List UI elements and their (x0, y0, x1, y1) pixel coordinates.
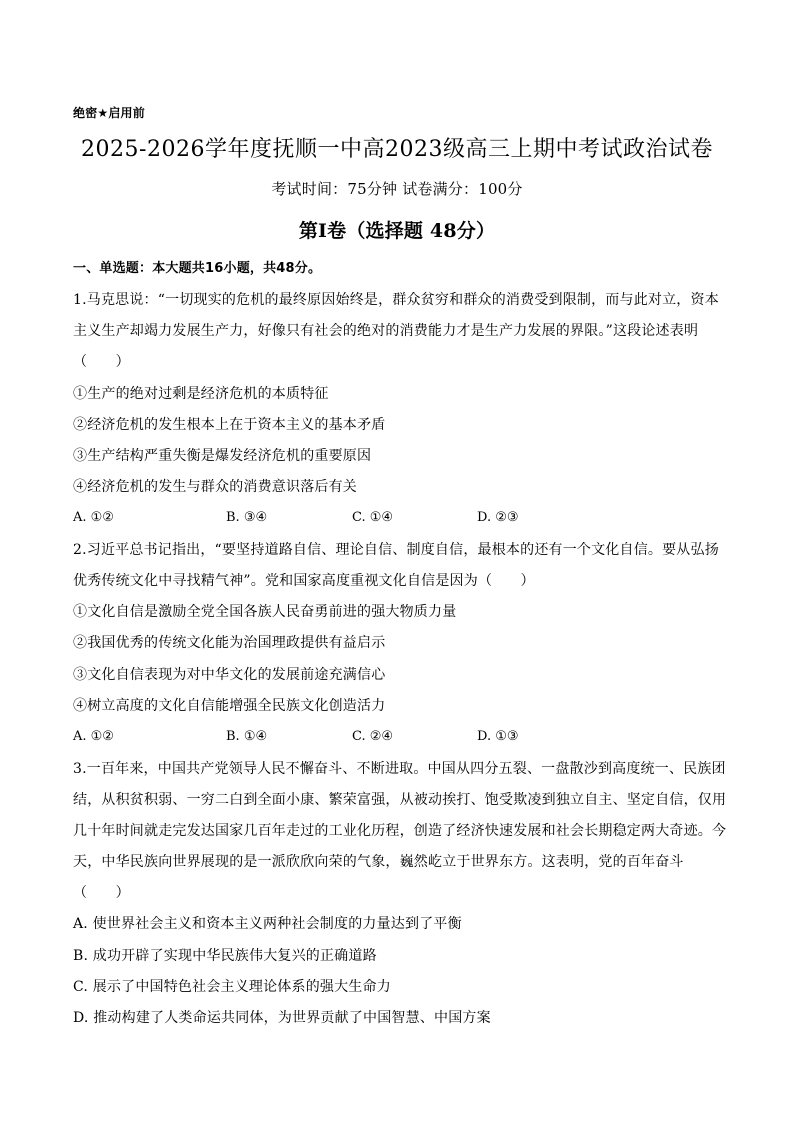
question-1-statement-4: ④经济危机的发生与群众的消费意识落后有关 (73, 479, 357, 495)
question-3-option-c: C. 展示了中国特色社会主义理论体系的强大生命力 (73, 979, 391, 995)
question-3-blank: （ ） (73, 885, 130, 901)
question-1-statement-3: ③生产结构严重失衡是爆发经济危机的重要原因 (73, 448, 372, 464)
question-1-statement-2: ②经济危机的发生根本上在于资本主义的基本矛盾 (73, 417, 386, 433)
question-3-line-1: 3.一百年来，中国共产党领导人民不懈奋斗、不断进取。中国从四分五裂、一盘散沙到高度统一、民族团 (73, 761, 726, 777)
question-1-option-d: D. ②③ (477, 510, 519, 525)
question-2-line-2: 优秀传统文化中寻找精气神”。党和国家高度重视文化自信是因为（ ） (73, 573, 535, 589)
question-2-line-1: 2.习近平总书记指出，“要坚持道路自信、理论自信、制度自信，最根本的还有一个文化自信。要从弘扬 (73, 542, 719, 558)
question-3-option-d: D. 推动构建了人类命运共同体，为世界贡献了中国智慧、中国方案 (73, 1010, 491, 1026)
question-3-line-2: 结，从积贫积弱、一穷二白到全面小康、繁荣富强，从被动挨打、饱受欺凌到独立自主、坚定自信，仅用 (73, 792, 727, 808)
question-1-line-1: 1.马克思说：“一切现实的危机的最终原因始终是，群众贫穷和群众的消费受到限制，而与此对立，资本 (73, 292, 719, 308)
section-heading: 一、单选题：本大题共16小题，共48分。 (73, 261, 322, 276)
exam-info: 考试时间：75分钟 试卷满分：100分 (271, 180, 523, 198)
question-2-statement-2: ②我国优秀的传统文化能为治国理政提供有益启示 (73, 635, 386, 651)
question-1-option-a: A. ①② (73, 510, 114, 525)
exam-title: 2025-2026学年度抚顺一中高2023级高三上期中考试政治试卷 (81, 137, 713, 162)
question-2-statement-1: ①文化自信是激励全党全国各族人民奋勇前进的强大物质力量 (73, 604, 457, 620)
question-2-option-d: D. ①③ (477, 729, 519, 744)
question-1-line-2: 主义生产却竭力发展生产力，好像只有社会的绝对的消费能力才是生产力发展的界限。”这段论述表明 (73, 323, 699, 339)
question-3-line-4: 天，中华民族向世界展现的是一派欣欣向荣的气象，巍然屹立于世界东方。这表明，党的百年奋斗 (73, 854, 684, 870)
question-1-blank: （ ） (73, 354, 130, 370)
question-1-statement-1: ①生产的绝对过剩是经济危机的本质特征 (73, 386, 329, 402)
question-2-statement-4: ④树立高度的文化自信能增强全民族文化创造活力 (73, 698, 386, 714)
question-3-option-a: A. 使世界社会主义和资本主义两种社会制度的力量达到了平衡 (73, 916, 462, 932)
question-3-option-b: B. 成功开辟了实现中华民族伟大复兴的正确道路 (73, 948, 377, 964)
question-3-line-3: 几十年时间就走完发达国家几百年走过的工业化历程，创造了经济快速发展和社会长期稳定两大奇迹。今 (73, 823, 727, 839)
question-1-option-b: B. ③④ (226, 510, 268, 525)
part-heading: 第I卷（选择题 48分） (298, 220, 496, 242)
question-2-option-c: C. ②④ (352, 729, 394, 744)
question-2-option-a: A. ①② (73, 729, 114, 744)
question-2-option-b: B. ①④ (226, 729, 268, 744)
confidential-label: 绝密★启用前 (73, 106, 145, 120)
question-2-statement-3: ③文化自信表现为对中华文化的发展前途充满信心 (73, 667, 386, 683)
question-1-option-c: C. ①④ (352, 510, 394, 525)
